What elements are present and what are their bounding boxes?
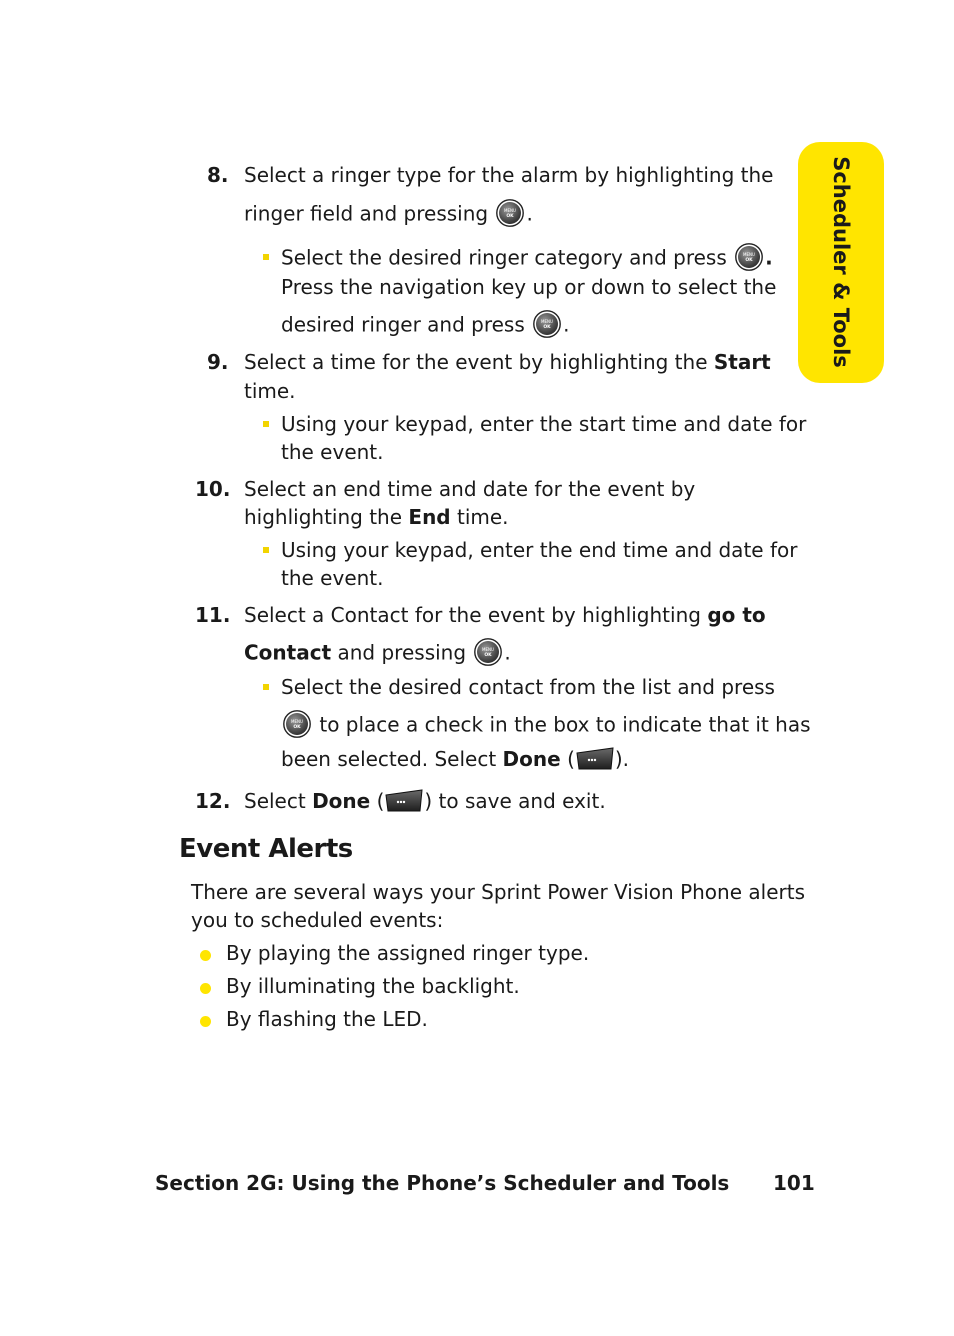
page-number: 101 bbox=[773, 1171, 815, 1195]
list-item: By playing the assigned ringer type. bbox=[226, 941, 590, 965]
svg-text:MENU: MENU bbox=[541, 319, 554, 324]
step-number: 9. bbox=[207, 350, 229, 374]
svg-text:OK: OK bbox=[506, 214, 515, 219]
svg-text:MENU: MENU bbox=[743, 252, 756, 257]
softkey-icon bbox=[575, 747, 615, 771]
softkey-icon bbox=[384, 789, 424, 813]
step-text: time. bbox=[244, 379, 296, 403]
step-number: 12. bbox=[195, 789, 231, 813]
bullet-text: been selected. Select Done ( ). bbox=[281, 747, 630, 771]
svg-text:MENU: MENU bbox=[482, 647, 495, 652]
step-number: 11. bbox=[195, 603, 231, 627]
list-item: By flashing the LED. bbox=[226, 1007, 428, 1031]
menu-ok-key-icon bbox=[533, 310, 561, 338]
svg-text:MENU: MENU bbox=[291, 719, 303, 724]
bullet-marker bbox=[263, 421, 269, 427]
step-text: Select a time for the event by highlighting the Start bbox=[244, 350, 771, 374]
bullet-text: Press the navigation key up or down to select the bbox=[281, 275, 777, 299]
bullet-dot bbox=[200, 950, 211, 961]
step-text: Select Done ( ) to save and exit. bbox=[244, 789, 606, 813]
bullet-marker bbox=[263, 254, 269, 260]
step-text: Contact and pressing MENU OK . bbox=[244, 640, 511, 668]
bullet-text: Select the desired ringer category and press MENU OK . bbox=[281, 245, 773, 273]
footer-section-title: Section 2G: Using the Phone’s Scheduler and Tools bbox=[155, 1171, 730, 1195]
step-text: ringer field and pressing MENU OK . bbox=[244, 201, 533, 229]
bullet-marker bbox=[263, 684, 269, 690]
svg-text:MENU: MENU bbox=[504, 208, 517, 213]
svg-text:OK: OK bbox=[543, 325, 551, 330]
step-number: 8. bbox=[207, 163, 229, 187]
menu-ok-key-icon bbox=[496, 199, 524, 227]
step-text: Select a ringer type for the alarm by highlighting the bbox=[244, 163, 774, 187]
section-heading: Event Alerts bbox=[179, 834, 353, 864]
bullet-text: desired ringer and press MENU OK . bbox=[281, 312, 569, 340]
intro-text: There are several ways your Sprint Power Vision Phone alerts bbox=[191, 880, 805, 904]
intro-text: you to scheduled events: bbox=[191, 908, 444, 932]
bullet-dot bbox=[200, 983, 211, 994]
bullet-text: Select the desired contact from the list and press bbox=[281, 675, 775, 699]
bullet-text: MENU OK to place a check in the box to indicate that it has bbox=[281, 712, 811, 740]
menu-ok-key-icon bbox=[283, 710, 311, 738]
side-tab-label: Scheduler & Tools bbox=[829, 156, 853, 368]
bullet-text: the event. bbox=[281, 566, 384, 590]
svg-text:OK: OK bbox=[293, 725, 301, 730]
bullet-marker bbox=[263, 547, 269, 553]
menu-ok-key-icon bbox=[735, 243, 763, 271]
bullet-dot bbox=[200, 1016, 211, 1027]
svg-text:OK: OK bbox=[484, 653, 493, 658]
bullet-text: Using your keypad, enter the start time and date for bbox=[281, 412, 807, 436]
bullet-text: the event. bbox=[281, 440, 384, 464]
step-text: Select a Contact for the event by highlighting go to bbox=[244, 603, 766, 627]
step-number: 10. bbox=[195, 477, 231, 501]
list-item: By illuminating the backlight. bbox=[226, 974, 520, 998]
step-text: Select an end time and date for the event by bbox=[244, 477, 696, 501]
menu-ok-key-icon bbox=[474, 638, 502, 666]
bullet-text: Using your keypad, enter the end time and date for bbox=[281, 538, 798, 562]
svg-text:OK: OK bbox=[745, 258, 753, 263]
step-text: highlighting the End time. bbox=[244, 505, 509, 529]
